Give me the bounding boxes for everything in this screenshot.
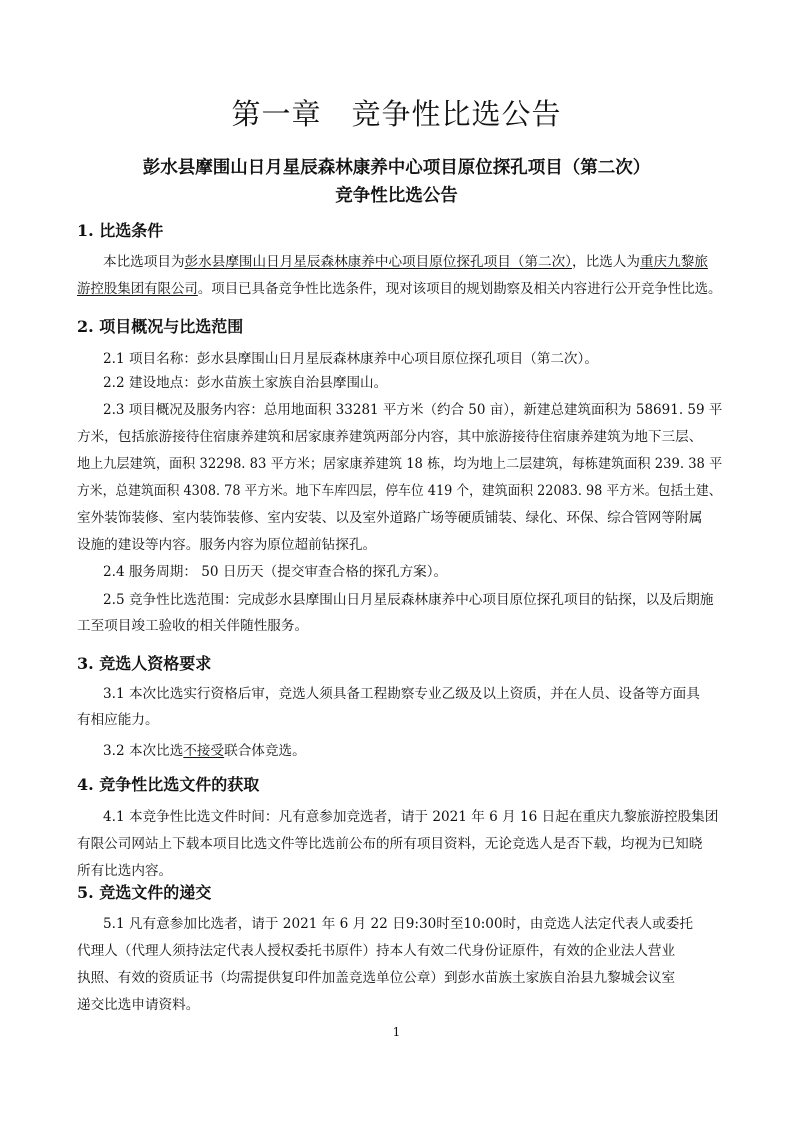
s3-item-3-2-pre: 3.2 本次比选 [103,743,184,759]
page-number: 1 [392,1025,401,1039]
chapter-number: 第一章 [231,97,322,131]
s5-item-5-1-line-2: 代理人（代理人须持法定代表人授权委托书原件）持本人有效二代身份证原件，有效的企业法人营业 [77,943,676,959]
s5-item-5-1-line-1: 5.1 凡有意参加比选者，请于 2021 年 6 月 22 日9:30时至10:00时，由竞选人法定代表人或委托 [103,916,693,932]
s3-item-3-1-line-1: 3.1 本次比选实行资格后审，竞选人须具备工程勘察专业乙级及以上资质，并在人员、设备等方面具 [103,686,700,702]
s2-item-2-5-line-1: 2.5 竞争性比选范围：完成彭水县摩围山日月星辰森林康养中心项目原位探孔项目的钻探，以及后期施 [103,592,714,608]
section-1-heading: 1. 比选条件 [77,221,164,240]
document-title-line-2: 竞争性比选公告 [335,186,458,206]
s3-item-3-2-post: 联合体竞选。 [224,743,306,759]
s1-text-pre: 本比选项目为 [103,254,185,270]
s4-item-4-1-line-2: 有限公司网站上下载本项目比选文件等比选前公布的所有项目资料，无论竞选人是否下载，均视为已知晓 [77,836,703,852]
section-1-para-line-1 [103,250,708,270]
s2-item-2-3-line-5: 室外装饰装修、室内装饰装修、室内安装、以及室外道路广场等硬质铺装、绿化、环保、综合管网等附属 [77,510,703,526]
s1-org-name-part1: 重庆九黎旅 [639,254,708,270]
s2-item-2-3-line-6: 设施的建设等内容。服务内容为原位超前钻探孔。 [77,537,377,553]
s2-item-2-3-line-1: 2.3 项目概况及服务内容：总用地面积 33281 平方米（约合 50 亩），新建总建筑面积为 58691. 59 平 [103,402,723,418]
s2-item-2-4: 2.4 服务周期： 50 日历天（提交审查合格的探孔方案）。 [103,564,448,580]
section-3-heading: 3. 竞选人资格要求 [77,654,212,673]
s5-item-5-1-line-3: 执照、有效的资质证书（均需提供复印件加盖竞选单位公章）到彭水苗族土家族自治县九黎城会议室 [77,970,676,986]
s2-item-2-3-line-3: 地上九层建筑，面积 32298. 83 平方米；居家康养建筑 18 栋，均为地上二层建筑，每栋建筑面积 239. 38 平 [77,456,723,472]
s1-project-name: 彭水县摩围山日月星辰森林康养中心项目原位探孔项目（第二次） [184,254,572,270]
s2-item-2-1: 2.1 项目名称：彭水县摩围山日月星辰森林康养中心项目原位探孔项目（第二次）。 [103,351,598,367]
s1-org-name-part2: 游控股集团有限公司 [77,281,198,297]
section-5-heading: 5. 竞选文件的递交 [77,883,212,902]
s1-text-mid: ，比选人为 [571,254,640,270]
s2-item-2-3-line-2: 方米，包括旅游接待住宿康养建筑和居家康养建筑两部分内容，其中旅游接待住宿康养建筑为地下三层、 [77,429,703,445]
document-title-line-1: 彭水县摩围山日月星辰森林康养中心项目原位探孔项目（第二次） [142,158,651,178]
s2-item-2-5-line-2: 工至项目竣工验收的相关伴随性服务。 [77,618,309,634]
s3-item-3-1-line-2: 有相应能力。 [77,712,159,728]
s3-item-3-2-underlined: 不接受 [183,743,225,759]
section-1-para-line-2 [77,277,721,297]
s4-item-4-1-line-1: 4.1 本竞争性比选文件时间：凡有意参加竞选者，请于 2021 年 6 月 16 日起在重庆九黎旅游控股集团 [103,809,719,825]
s4-item-4-1-line-3: 所有比选内容。 [77,863,173,879]
section-2-heading: 2. 项目概况与比选范围 [77,317,244,336]
s1-text-post: 。项目已具备竞争性比选条件，现对该项目的规划勘察及相关内容进行公开竞争性比选。 [197,281,722,297]
section-4-heading: 4. 竞争性比选文件的获取 [77,775,260,794]
s3-item-3-2 [103,739,306,759]
chapter-name: 竞争性比选公告 [351,97,562,131]
s5-item-5-1-line-4: 递交比选申请资料。 [77,997,200,1013]
s2-item-2-2: 2.2 建设地点：彭水苗族土家族自治县摩围山。 [103,375,388,391]
chapter-title [0,92,793,133]
s2-item-2-3-line-4: 方米，总建筑面积 4308. 78 平方米。地下车库四层，停车位 419 个，建筑面积 22083. 98 平方米。包括土建、 [77,483,722,499]
